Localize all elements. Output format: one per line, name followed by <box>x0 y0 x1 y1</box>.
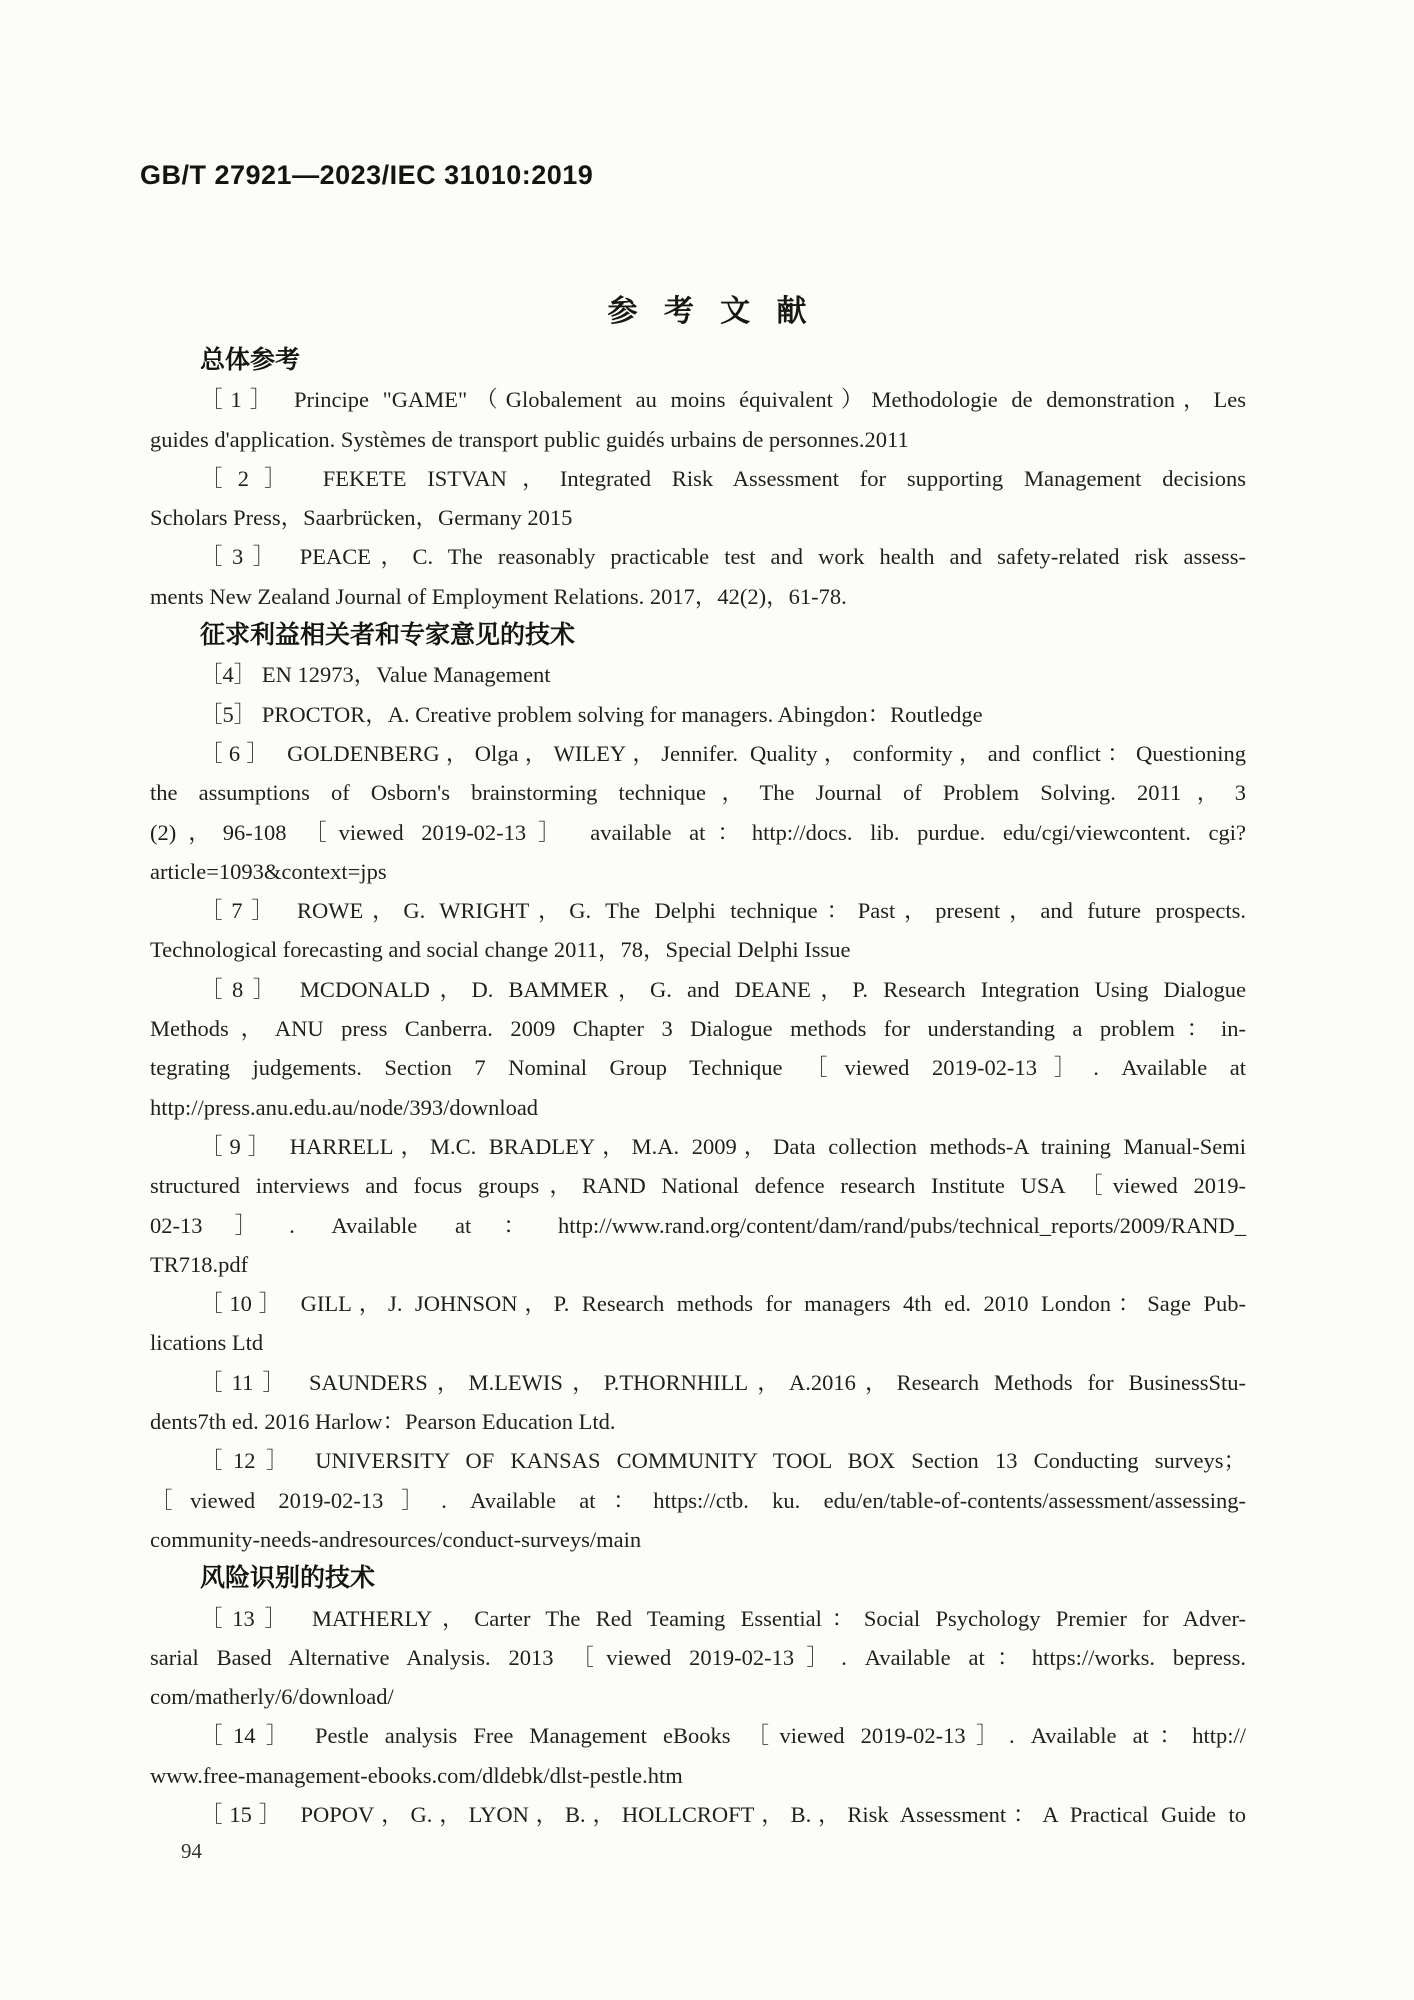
reference-line: ［4］ EN 12973，Value Management <box>200 662 551 688</box>
reference-item <box>150 655 1246 694</box>
reference-line: Technological forecasting and social change 2011，78，Special Delphi Issue <box>150 937 851 963</box>
reference-line: ［12］ UNIVERSITY OF KANSAS COMMUNITY TOOL BOX Section 13 Conducting surveys； <box>200 1448 1246 1474</box>
page-number: 94 <box>181 1839 202 1863</box>
reference-line: www.free-management-ebooks.com/dldebk/dlst-pestle.htm <box>150 1762 683 1788</box>
reference-line: ［viewed 2019-02-13］. Available at：https://ctb. ku. edu/en/table-of-contents/assessment/assessing- <box>150 1487 1246 1513</box>
reference-line: tegrating judgements. Section 7 Nominal Group Technique ［viewed 2019-02-13］. Available at <box>150 1055 1246 1081</box>
reference-line: ［1］ Principe "GAME"（Globalement au moins équivalent）Methodologie de demonstration，Les <box>200 387 1246 413</box>
reference-item <box>150 537 1246 616</box>
reference-line: ［2］ FEKETE ISTVAN，Integrated Risk Assessment for supporting Management decisions <box>200 465 1246 491</box>
reference-line: TR718.pdf <box>150 1251 249 1277</box>
reference-line: ［6］ GOLDENBERG，Olga，WILEY，Jennifer. Quality，conformity，and conflict：Questioning <box>200 740 1246 766</box>
section-heading: 征求利益相关者和专家意见的技术 <box>200 621 576 650</box>
reference-line: dents7th ed. 2016 Harlow：Pearson Education Ltd. <box>150 1409 616 1435</box>
reference-line: ［15］ POPOV，G.，LYON，B.，HOLLCROFT，B.，Risk Assessment：A Practical Guide to <box>200 1801 1246 1827</box>
reference-line: community-needs-andresources/conduct-surveys/main <box>150 1526 642 1552</box>
reference-item <box>150 1795 1246 1834</box>
reference-item <box>150 1284 1246 1363</box>
reference-line: the assumptions of Osborn's brainstorming technique，The Journal of Problem Solving. 2011，3 <box>150 780 1246 806</box>
reference-line: ［10］ GILL，J. JOHNSON，P. Research methods for managers 4th ed. 2010 London：Sage Pub- <box>200 1291 1246 1317</box>
section-heading: 总体参考 <box>200 346 301 374</box>
reference-item <box>150 891 1246 970</box>
reference-item <box>150 970 1246 1127</box>
reference-line: ［8］ MCDONALD，D. BAMMER，G. and DEANE，P. Research Integration Using Dialogue <box>200 976 1246 1002</box>
reference-line: ［5］ PROCTOR，A. Creative problem solving for managers. Abingdon：Routledge <box>200 701 983 727</box>
reference-item <box>150 380 1246 459</box>
reference-line: 02-13］. Available at：http://www.rand.org/content/dam/rand/pubs/technical_reports/2009/RAND_ <box>150 1212 1246 1238</box>
reference-line: Scholars Press，Saarbrücken，Germany 2015 <box>150 505 573 531</box>
reference-line: guides d'application. Systèmes de transport public guidés urbains de personnes.2011 <box>150 426 909 452</box>
reference-line: ［13］ MATHERLY，Carter The Red Teaming Essential：Social Psychology Premier for Adver- <box>200 1605 1246 1631</box>
reference-line: Methods，ANU press Canberra. 2009 Chapter 3 Dialogue methods for understanding a problem：in- <box>150 1016 1246 1042</box>
reference-line: (2)，96-108 ［viewed 2019-02-13］ available at：http://docs. lib. purdue. edu/cgi/viewcontent. cgi? <box>150 819 1246 845</box>
standard-code: GB/T 27921—2023/IEC 31010:2019 <box>140 160 594 190</box>
section-heading: 风险识别的技术 <box>200 1564 376 1593</box>
reference-line: ments New Zealand Journal of Employment Relations. 2017，42(2)，61-78. <box>150 583 847 609</box>
page-title: 参 考 文 献 <box>607 295 807 328</box>
reference-line: article=1093&context=jps <box>150 858 387 884</box>
reference-item <box>150 1716 1246 1795</box>
reference-line: ［14］ Pestle analysis Free Management eBooks ［viewed 2019-02-13］. Available at：http:// <box>200 1723 1246 1749</box>
reference-item <box>150 459 1246 538</box>
references-list <box>150 341 1246 1834</box>
reference-line: ［9］ HARRELL，M.C. BRADLEY，M.A. 2009，Data collection methods-A training Manual-Semi <box>200 1133 1246 1159</box>
reference-line: ［3］ PEACE，C. The reasonably practicable test and work health and safety-related risk assess- <box>200 544 1246 570</box>
reference-item <box>150 695 1246 734</box>
reference-item <box>150 1363 1246 1442</box>
reference-item <box>150 1127 1246 1284</box>
reference-line: com/matherly/6/download/ <box>150 1684 394 1710</box>
reference-line: sarial Based Alternative Analysis. 2013 ［viewed 2019-02-13］. Available at：https://works. bepress. <box>150 1644 1246 1670</box>
reference-item <box>150 1441 1246 1559</box>
reference-line: structured interviews and focus groups，RAND National defence research Institute USA ［viewed 2019- <box>150 1173 1246 1199</box>
reference-line: ［11］ SAUNDERS，M.LEWIS，P.THORNHILL，A.2016，Research Methods for BusinessStu- <box>200 1369 1246 1395</box>
reference-item <box>150 1599 1246 1717</box>
reference-line: lications Ltd <box>150 1330 264 1356</box>
reference-item <box>150 734 1246 891</box>
reference-line: http://press.anu.edu.au/node/393/download <box>150 1094 539 1120</box>
reference-line: ［7］ ROWE，G. WRIGHT，G. The Delphi technique：Past，present，and future prospects. <box>200 898 1246 924</box>
